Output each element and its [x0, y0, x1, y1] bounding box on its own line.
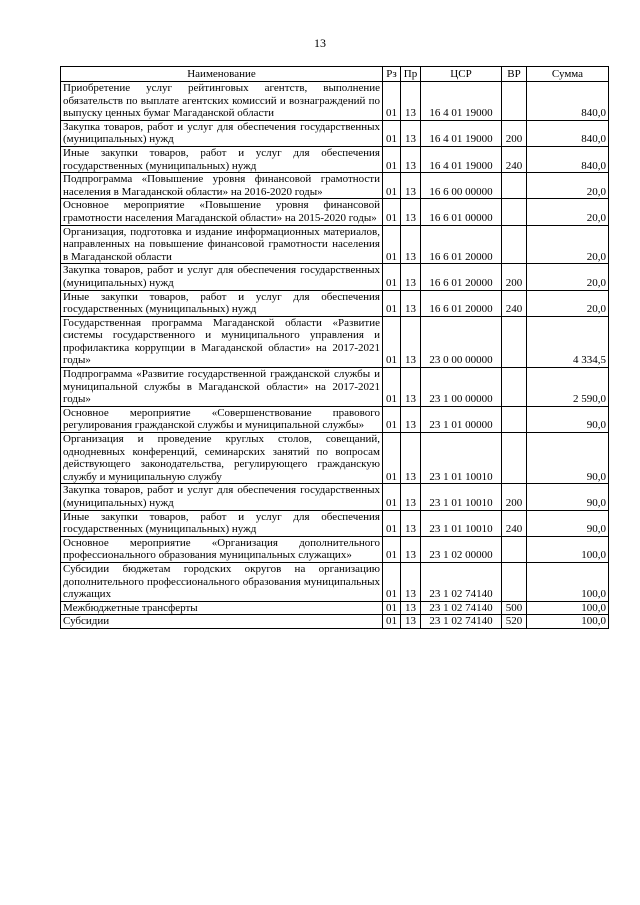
cell-name: Иные закупки товаров, работ и услуг для обеспечения государственных (муниципальных) нужд [61, 146, 383, 172]
cell-sum: 840,0 [527, 82, 609, 121]
header-sum: Сумма [527, 67, 609, 82]
cell-vr: 240 [502, 146, 527, 172]
cell-sum: 90,0 [527, 406, 609, 432]
cell-csr: 16 4 01 19000 [421, 82, 502, 121]
cell-csr: 23 1 02 74140 [421, 615, 502, 629]
cell-pr: 13 [401, 406, 421, 432]
cell-sum: 90,0 [527, 484, 609, 510]
cell-name: Подпрограмма «Повышение уровня финансовой грамотности населения в Магаданской области» на 2016-2020 годы» [61, 173, 383, 199]
cell-pr: 13 [401, 484, 421, 510]
cell-vr [502, 173, 527, 199]
cell-name: Основное мероприятие «Совершенствование правового регулирования гражданской службы и муниципальной службы» [61, 406, 383, 432]
cell-sum: 20,0 [527, 290, 609, 316]
cell-rz: 01 [383, 316, 401, 367]
header-pr: Пр [401, 67, 421, 82]
cell-vr [502, 225, 527, 264]
table-row [61, 368, 609, 407]
cell-csr: 16 6 01 20000 [421, 264, 502, 290]
cell-rz: 01 [383, 536, 401, 562]
budget-table [60, 66, 609, 629]
cell-vr [502, 316, 527, 367]
table-row [61, 562, 609, 601]
table-body [61, 82, 609, 629]
cell-vr [502, 82, 527, 121]
cell-sum: 100,0 [527, 536, 609, 562]
table-row [61, 433, 609, 484]
cell-sum: 90,0 [527, 433, 609, 484]
cell-name: Приобретение услуг рейтинговых агентств, выполнение обязательств по выплате агентских комиссий и вознаграждений по выпуску ценных бумаг Магаданской области [61, 82, 383, 121]
cell-name: Подпрограмма «Развитие государственной гражданской службы и муниципальной службы в Магаданской области» на 2017-2021 годы» [61, 368, 383, 407]
cell-pr: 13 [401, 615, 421, 629]
cell-vr: 200 [502, 484, 527, 510]
cell-name: Межбюджетные трансферты [61, 601, 383, 615]
cell-sum: 100,0 [527, 601, 609, 615]
cell-vr: 240 [502, 290, 527, 316]
cell-sum: 4 334,5 [527, 316, 609, 367]
cell-vr [502, 406, 527, 432]
cell-rz: 01 [383, 601, 401, 615]
cell-rz: 01 [383, 82, 401, 121]
cell-name: Субсидии бюджетам городских округов на организацию дополнительного профессионального образования муниципальных служащих [61, 562, 383, 601]
header-name: Наименование [61, 67, 383, 82]
cell-pr: 13 [401, 290, 421, 316]
cell-pr: 13 [401, 199, 421, 225]
cell-pr: 13 [401, 562, 421, 601]
cell-name: Иные закупки товаров, работ и услуг для обеспечения государственных (муниципальных) нужд [61, 510, 383, 536]
cell-pr: 13 [401, 368, 421, 407]
cell-rz: 01 [383, 615, 401, 629]
cell-name: Основное мероприятие «Организация дополнительного профессионального образования муниципальных служащих» [61, 536, 383, 562]
cell-csr: 23 1 01 00000 [421, 406, 502, 432]
cell-pr: 13 [401, 225, 421, 264]
cell-sum: 20,0 [527, 225, 609, 264]
cell-csr: 23 1 01 10010 [421, 484, 502, 510]
cell-pr: 13 [401, 433, 421, 484]
cell-pr: 13 [401, 601, 421, 615]
cell-sum: 20,0 [527, 173, 609, 199]
cell-sum: 100,0 [527, 615, 609, 629]
table-row [61, 536, 609, 562]
cell-vr [502, 368, 527, 407]
cell-sum: 840,0 [527, 146, 609, 172]
cell-csr: 16 4 01 19000 [421, 146, 502, 172]
table-row [61, 120, 609, 146]
table-row [61, 316, 609, 367]
table-row [61, 173, 609, 199]
table-row [61, 406, 609, 432]
cell-sum: 840,0 [527, 120, 609, 146]
cell-csr: 23 1 01 10010 [421, 510, 502, 536]
cell-vr: 500 [502, 601, 527, 615]
cell-csr: 16 6 00 00000 [421, 173, 502, 199]
cell-rz: 01 [383, 146, 401, 172]
cell-name: Закупка товаров, работ и услуг для обеспечения государственных (муниципальных) нужд [61, 484, 383, 510]
cell-pr: 13 [401, 146, 421, 172]
table-row [61, 146, 609, 172]
cell-pr: 13 [401, 316, 421, 367]
cell-rz: 01 [383, 225, 401, 264]
cell-rz: 01 [383, 368, 401, 407]
cell-pr: 13 [401, 510, 421, 536]
cell-vr [502, 199, 527, 225]
table-row [61, 615, 609, 629]
header-rz: Рз [383, 67, 401, 82]
cell-name: Организация, подготовка и издание информационных материалов, направленных на повышение финансовой грамотности населения в Магаданской области [61, 225, 383, 264]
cell-csr: 16 6 01 20000 [421, 225, 502, 264]
cell-rz: 01 [383, 406, 401, 432]
table-row [61, 290, 609, 316]
cell-csr: 23 0 00 00000 [421, 316, 502, 367]
cell-name: Закупка товаров, работ и услуг для обеспечения государственных (муниципальных) нужд [61, 120, 383, 146]
cell-sum: 20,0 [527, 264, 609, 290]
cell-csr: 16 6 01 00000 [421, 199, 502, 225]
cell-vr [502, 433, 527, 484]
cell-name: Закупка товаров, работ и услуг для обеспечения государственных (муниципальных) нужд [61, 264, 383, 290]
cell-pr: 13 [401, 120, 421, 146]
cell-rz: 01 [383, 433, 401, 484]
cell-name: Субсидии [61, 615, 383, 629]
cell-vr: 520 [502, 615, 527, 629]
cell-csr: 23 1 02 74140 [421, 601, 502, 615]
cell-rz: 01 [383, 510, 401, 536]
cell-csr: 23 1 02 74140 [421, 562, 502, 601]
table-row [61, 225, 609, 264]
cell-rz: 01 [383, 562, 401, 601]
cell-vr [502, 536, 527, 562]
cell-pr: 13 [401, 173, 421, 199]
cell-rz: 01 [383, 173, 401, 199]
cell-csr: 16 6 01 20000 [421, 290, 502, 316]
table-row [61, 601, 609, 615]
cell-sum: 2 590,0 [527, 368, 609, 407]
header-csr: ЦСР [421, 67, 502, 82]
cell-csr: 16 4 01 19000 [421, 120, 502, 146]
cell-vr: 240 [502, 510, 527, 536]
cell-pr: 13 [401, 82, 421, 121]
table-header-row [61, 67, 609, 82]
cell-rz: 01 [383, 484, 401, 510]
cell-pr: 13 [401, 264, 421, 290]
page-number: 13 [314, 36, 326, 50]
cell-csr: 23 1 01 10010 [421, 433, 502, 484]
table-row [61, 510, 609, 536]
cell-pr: 13 [401, 536, 421, 562]
table-row [61, 484, 609, 510]
cell-vr: 200 [502, 120, 527, 146]
cell-sum: 90,0 [527, 510, 609, 536]
cell-rz: 01 [383, 199, 401, 225]
cell-name: Иные закупки товаров, работ и услуг для обеспечения государственных (муниципальных) нужд [61, 290, 383, 316]
header-vr: ВР [502, 67, 527, 82]
cell-name: Организация и проведение круглых столов, совещаний, однодневных конференций, семинарских занятий по вопросам действующего законодательства, регулирующего гражданскую службу и муниципальную службу [61, 433, 383, 484]
cell-name: Государственная программа Магаданской области «Развитие системы государственного и муниципального управления и профилактика коррупции в Магаданской области» на 2017-2021 годы» [61, 316, 383, 367]
cell-csr: 23 1 02 00000 [421, 536, 502, 562]
cell-sum: 20,0 [527, 199, 609, 225]
cell-csr: 23 1 00 00000 [421, 368, 502, 407]
cell-vr: 200 [502, 264, 527, 290]
cell-rz: 01 [383, 264, 401, 290]
cell-sum: 100,0 [527, 562, 609, 601]
table-row [61, 199, 609, 225]
table-row [61, 82, 609, 121]
cell-name: Основное мероприятие «Повышение уровня финансовой грамотности населения Магаданской области» на 2015-2020 годы» [61, 199, 383, 225]
cell-rz: 01 [383, 120, 401, 146]
table-row [61, 264, 609, 290]
cell-vr [502, 562, 527, 601]
cell-rz: 01 [383, 290, 401, 316]
